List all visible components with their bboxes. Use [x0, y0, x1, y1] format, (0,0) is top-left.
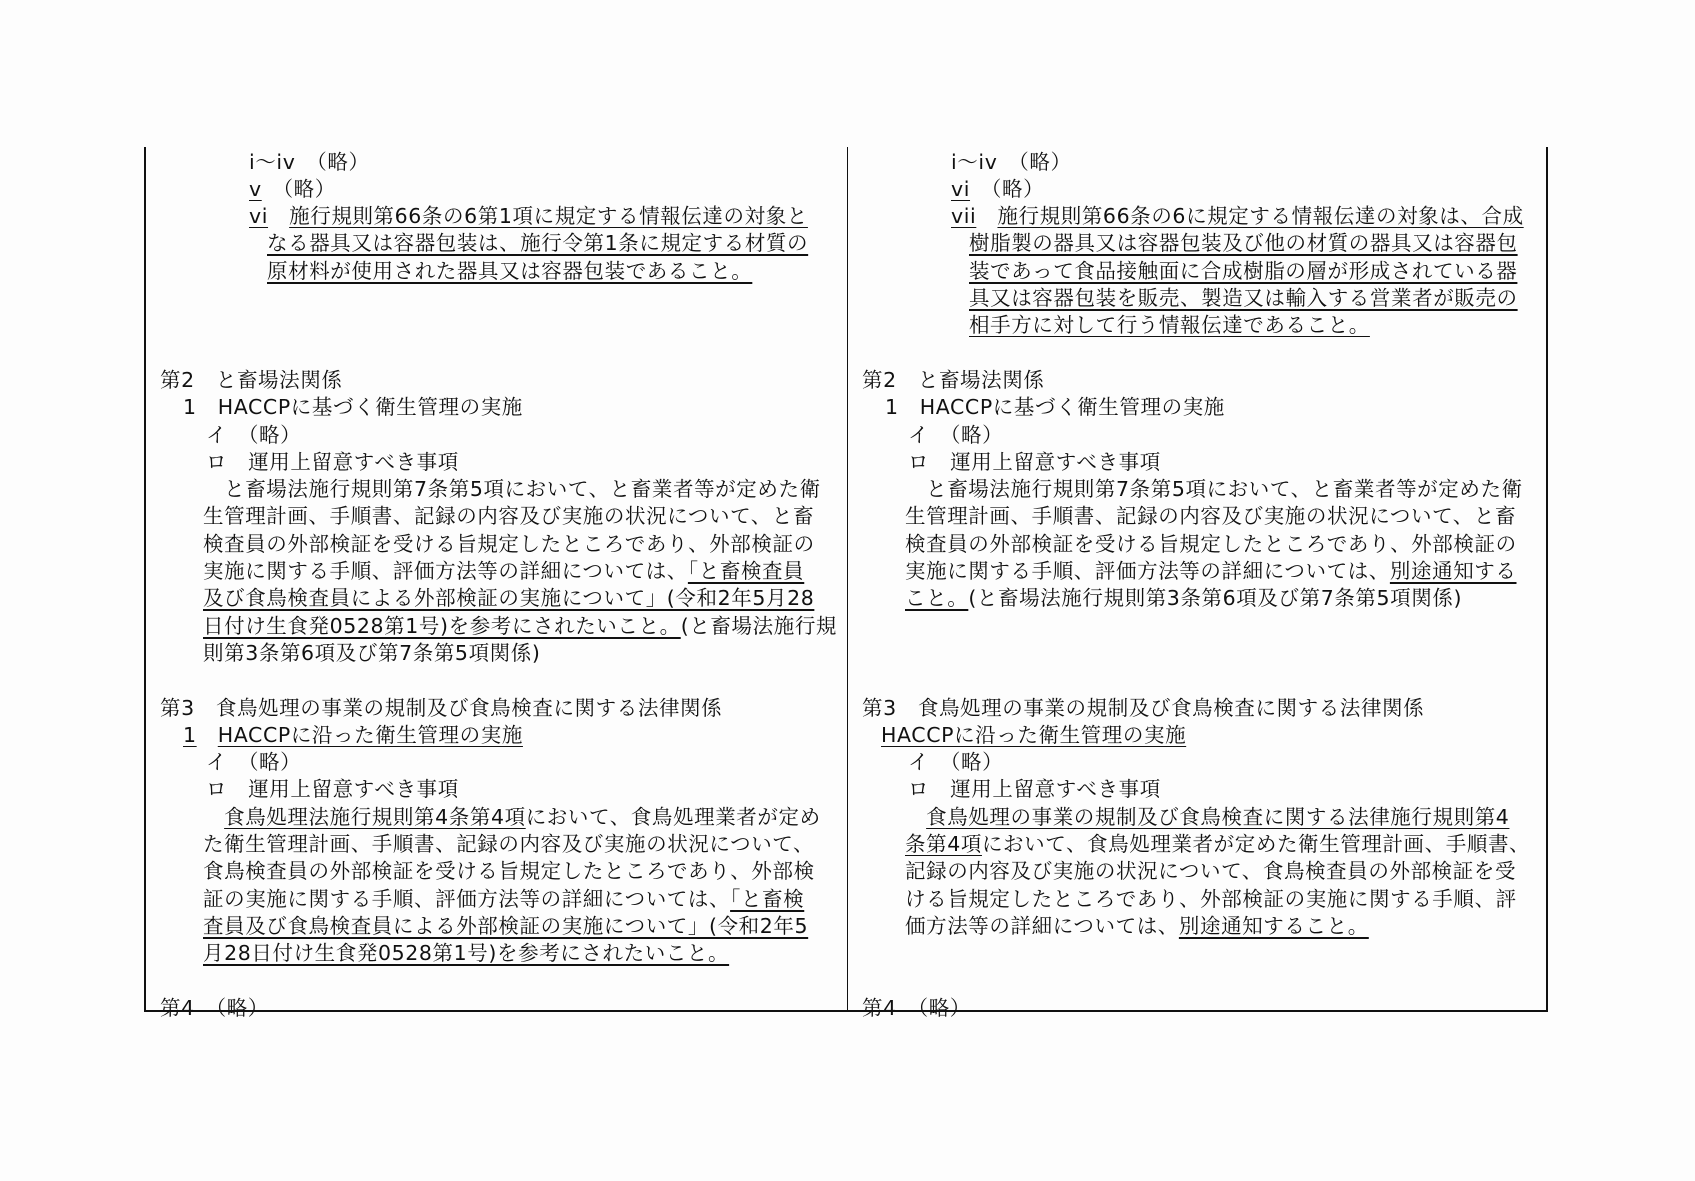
underlined-revision-text: 施行規則第66条の6に規定する情報伝達の対象は、合成: [997, 204, 1524, 229]
right-text-line: [905, 913, 1369, 940]
right-text-line: [905, 585, 1462, 612]
left-text-line: [267, 230, 808, 257]
left-text-line: [203, 858, 815, 885]
text-segment: (と畜場法施行規則第3条第6項及び第7条第5項関係): [968, 586, 1463, 611]
underlined-revision-text: 日付け生食発0528第1号)を参考にされたいこと。: [203, 613, 681, 638]
left-text-line: [203, 804, 821, 831]
right-text-line: [969, 285, 1518, 312]
underlined-revision-text: 具又は容器包装を販売、製造又は輸入する営業者が販売の: [969, 286, 1518, 310]
right-text-line: [905, 531, 1517, 558]
underlined-revision-text: v: [249, 176, 262, 201]
text-segment: 生管理計画、手順書、記録の内容及び実施の状況について、と畜: [203, 504, 815, 529]
underlined-revision-text: 「と畜検: [730, 886, 805, 911]
text-segment: 実施に関する手順、評価方法等の詳細については、: [905, 559, 1390, 583]
underlined-revision-text: 別途通知すること。: [1178, 913, 1369, 938]
text-segment: [976, 204, 997, 228]
underlined-revision-text: vi: [249, 204, 269, 229]
right-text-line: [905, 558, 1517, 585]
text-segment: イ （略）: [206, 750, 302, 775]
right-text-line: [908, 422, 1003, 449]
current-column: [848, 147, 1550, 1020]
text-segment: イ （略）: [908, 750, 1004, 775]
underlined-revision-text: 樹脂製の器具又は容器包装及び他の材質の器具又は容器包: [969, 231, 1518, 256]
right-text-line: [905, 503, 1516, 530]
underlined-revision-text: 食鳥処理の事業の規制及び食鳥検査に関する法律施行規則第4: [926, 804, 1510, 829]
left-text-line: [249, 203, 808, 230]
text-segment: 記録の内容及び実施の状況について、食鳥検査員の外部検証を受: [905, 859, 1517, 884]
text-segment: [905, 805, 926, 829]
underlined-revision-text: 食鳥処理法施行規則第4条第4項: [224, 804, 526, 829]
right-text-line: [905, 831, 1530, 858]
comparison-table: [144, 147, 1548, 1020]
underlined-revision-text: 施行規則第66条の6第1項に規定する情報伝達の対象と: [289, 204, 808, 229]
text-segment: 第3 食鳥処理の事業の規制及び食鳥検査に関する法律関係: [160, 695, 723, 720]
right-text-line: [905, 886, 1517, 913]
left-text-line: [203, 913, 808, 940]
text-segment: 食鳥検査員の外部検証を受ける旨規定したところであり、外部検: [203, 859, 815, 884]
text-segment: （略）: [970, 176, 1045, 201]
underlined-revision-text: HACCPに沿った衛生管理の実施: [217, 722, 523, 747]
underlined-revision-text: 1: [183, 722, 197, 747]
text-segment: 第3 食鳥処理の事業の規制及び食鳥検査に関する法律関係: [862, 695, 1425, 720]
text-segment: 第4 （略）: [862, 995, 971, 1020]
underlined-revision-text: 月28日付け生食発0528第1号)を参考にされたいこと。: [203, 941, 730, 966]
underlined-revision-text: 及び食鳥検査員による外部検証の実施について」(令和2年5月28: [203, 586, 815, 611]
text-segment: 検査員の外部検証を受ける旨規定したところであり、外部検証の: [203, 531, 815, 556]
right-text-line: [905, 858, 1516, 885]
text-segment: [203, 805, 224, 829]
left-text-line: [203, 886, 804, 913]
right-text-line: [862, 995, 971, 1022]
left-text-line: [160, 367, 342, 394]
text-segment: と畜場法施行規則第7条第5項において、と畜業者等が定めた衛: [905, 477, 1523, 502]
underlined-revision-text: 条第4項: [905, 832, 982, 856]
text-segment: において、食鳥処理業者が定め: [525, 804, 821, 829]
text-segment: i～iv （略）: [951, 149, 1072, 174]
right-text-line: [951, 176, 1044, 203]
text-segment: [268, 204, 289, 228]
underlined-revision-text: 「と畜検査員: [687, 559, 805, 583]
text-segment: において、食鳥処理業者が定めた衛生管理計画、手順書、: [981, 832, 1531, 856]
right-text-line: [908, 449, 1161, 476]
text-segment: 第4 （略）: [160, 995, 269, 1020]
left-text-line: [206, 749, 301, 776]
text-segment: ロ 運用上留意すべき事項: [206, 449, 459, 474]
right-text-line: [908, 749, 1003, 776]
left-text-line: [249, 176, 336, 203]
right-text-line: [862, 367, 1044, 394]
text-segment: 実施に関する手順、評価方法等の詳細については、: [203, 559, 688, 583]
right-text-line: [881, 722, 1186, 749]
text-segment: 第2 と畜場法関係: [160, 367, 343, 392]
text-segment: （略）: [261, 176, 336, 201]
left-text-line: [249, 149, 370, 176]
revised-column: [146, 147, 848, 1020]
right-text-line: [969, 312, 1370, 339]
underlined-revision-text: HACCPに沿った衛生管理の実施: [881, 722, 1187, 747]
right-text-line: [885, 394, 1225, 421]
text-segment: 検査員の外部検証を受ける旨規定したところであり、外部検証の: [905, 531, 1517, 556]
underlined-revision-text: こと。: [905, 586, 969, 611]
right-text-line: [862, 695, 1424, 722]
left-text-line: [160, 995, 269, 1022]
left-text-line: [183, 722, 523, 749]
text-segment: ロ 運用上留意すべき事項: [908, 449, 1161, 474]
text-segment: と畜場法施行規則第7条第5項において、と畜業者等が定めた衛: [203, 477, 821, 502]
underlined-revision-text: 装であって食品接触面に合成樹脂の層が形成されている器: [969, 258, 1518, 283]
left-text-line: [203, 831, 814, 858]
text-segment: (と畜場法施行規: [680, 613, 838, 638]
right-text-line: [905, 804, 1509, 831]
text-segment: 1 HACCPに基づく衛生管理の実施: [885, 395, 1225, 420]
text-segment: イ （略）: [206, 422, 302, 447]
underlined-revision-text: vi: [951, 176, 971, 201]
underlined-revision-text: vii: [951, 204, 977, 229]
left-text-line: [203, 531, 815, 558]
right-text-line: [969, 230, 1518, 257]
text-segment: 生管理計画、手順書、記録の内容及び実施の状況について、と畜: [905, 504, 1517, 529]
left-text-line: [203, 640, 540, 667]
underlined-revision-text: 査員及び食鳥検査員による外部検証の実施について」(令和2年5: [203, 913, 809, 938]
left-text-line: [203, 503, 814, 530]
text-segment: イ （略）: [908, 422, 1004, 447]
left-text-line: [183, 394, 523, 421]
underlined-revision-text: 相手方に対して行う情報伝達であること。: [969, 313, 1370, 338]
text-segment: ロ 運用上留意すべき事項: [206, 777, 459, 802]
left-text-line: [206, 422, 301, 449]
text-segment: i～iv （略）: [249, 149, 370, 174]
left-text-line: [267, 258, 752, 285]
underlined-revision-text: 原材料が使用された器具又は容器包装であること。: [267, 258, 753, 283]
left-text-line: [206, 449, 459, 476]
underlined-revision-text: なる器具又は容器包装は、施行令第1条に規定する材質の: [267, 231, 809, 256]
text-segment: 則第3条第6項及び第7条第5項関係): [203, 640, 541, 665]
right-text-line: [905, 476, 1523, 503]
text-segment: 価方法等の詳細については、: [905, 913, 1179, 938]
left-text-line: [203, 585, 814, 612]
left-text-line: [203, 613, 837, 640]
left-text-line: [206, 776, 459, 803]
text-segment: た衛生管理計画、手順書、記録の内容及び実施の状況について、: [203, 832, 815, 856]
text-segment: ロ 運用上留意すべき事項: [908, 777, 1161, 802]
text-segment: ける旨規定したところであり、外部検証の実施に関する手順、評: [905, 886, 1517, 911]
text-segment: 証の実施に関する手順、評価方法等の詳細については、: [203, 886, 731, 911]
left-text-line: [203, 940, 729, 967]
right-text-line: [969, 258, 1517, 285]
text-segment: [197, 723, 218, 747]
right-text-line: [951, 149, 1072, 176]
text-segment: 1 HACCPに基づく衛生管理の実施: [183, 395, 523, 420]
left-text-line: [203, 476, 821, 503]
underlined-revision-text: 別途通知する: [1389, 559, 1517, 583]
right-text-line: [908, 776, 1161, 803]
left-text-line: [203, 558, 804, 585]
left-text-line: [160, 695, 722, 722]
right-text-line: [951, 203, 1524, 230]
text-segment: 第2 と畜場法関係: [862, 367, 1045, 392]
